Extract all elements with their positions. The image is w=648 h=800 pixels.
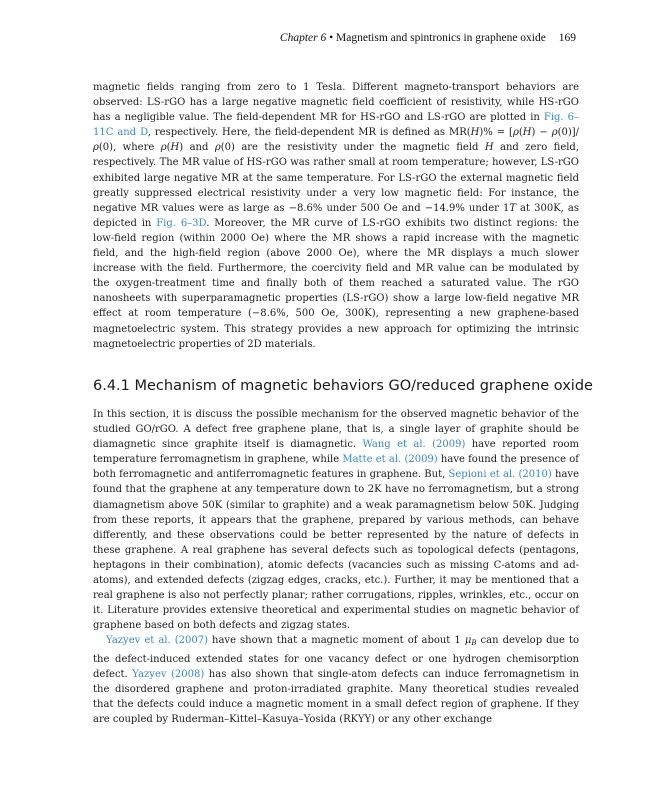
text-run: and zero field, respectively. The MR value of HS-rGO was rather small at room temperature; however, LS-rGO exhibited large negative MR at the same temperature. For LS-rGO the external magnetic field greatly suppressed electrical resistivity under a very low magnetic field: For instance, the negative MR values were as large as −8.6% under 500 Oe and −14.9% under 1 — [93, 142, 580, 214]
citation-wang-2009[interactable]: Wang et al. (2009) — [362, 439, 466, 451]
section-heading: 6.4.1 Mechanism of magnetic behaviors GO/reduced graphene oxide — [93, 378, 593, 394]
section-body — [93, 407, 579, 727]
page-number: 169 — [558, 32, 576, 44]
citation-yazyev-2007[interactable]: Yazyev et al. (2007) — [106, 635, 208, 647]
paragraph-defects — [93, 633, 579, 727]
citation-matte-2009[interactable]: Matte et al. (2009) — [342, 454, 438, 466]
text-run: have found the presence of both ferromagnetic and antiferromagnetic features in graphene. But, — [93, 454, 579, 481]
text-run: ) and — [179, 142, 215, 154]
paragraph-mr-results — [93, 80, 579, 352]
text-run: have shown that a magnetic moment of about 1 — [207, 635, 465, 647]
citation-yazyev-2008[interactable]: Yazyev (2008) — [132, 668, 205, 680]
text-run: (0), where — [98, 142, 161, 154]
text-run: ( — [166, 142, 171, 154]
math-var: H — [522, 127, 532, 139]
running-head — [280, 32, 576, 44]
math-var: H — [470, 127, 480, 139]
math-var: ρ — [214, 142, 221, 154]
math-var: T — [509, 202, 516, 214]
math-subscript: B — [471, 639, 477, 648]
citation-sepioni-2010[interactable]: Sepioni et al. (2010) — [448, 469, 552, 481]
text-run: In this section, it is discuss the possible mechanism for the observed magnetic behavior of the studied GO/rGO. A defect free graphene plane, that is, a single layer of graphite should be diamagnetic since graphite itself is diamagnetic. — [93, 409, 579, 451]
math-var: ρ — [512, 127, 519, 139]
text-run: . Moreover, the MR curve of LS-rGO exhibits two distinct regions: the low-field region (within 2000 Oe) where the MR shows a rapid increase with the magnetic field, and the high-field region (above 2000 Oe), where the MR displays a much slower increase with the field. Furthermore, the coercivity field and MR value can be modulated by the oxygen-treatment time and finally both of them reached a saturated value. The rGO nanosheets with superparamagnetic properties (LS-rGO) show a large low-field negative MR effect at room temperature (−8.6%, 500 Oe, 300K), representing a new graphene-based magnetoelectric system. This strategy provides a new approach for optimizing the intrinsic magnetoelectric properties of 2D materials. — [93, 217, 580, 350]
text-run: (0) are the resistivity under the magnetic field — [220, 142, 485, 154]
text-run: (0)]/ — [557, 127, 580, 139]
text-run: have reported room temperature ferromagnetism in graphene, while — [93, 439, 579, 466]
math-var: H — [170, 142, 180, 154]
text-run: )% = [ — [479, 127, 513, 139]
text-run: , respectively. Here, the field-dependent MR is defined as MR( — [147, 127, 471, 139]
chapter-title: Magnetism and spintronics in graphene oxide — [336, 32, 546, 44]
paragraph-mechanism — [93, 407, 579, 633]
math-mu: μ — [464, 635, 472, 647]
math-var: H — [484, 142, 494, 154]
text-run: magnetic fields ranging from zero to 1 Tesla. Different magneto-transport behaviors are observed: LS-rGO has a large negative magnetic field coefficient of resistivity, while HS-rGO has a negligible value. The field-dependent MR for HS-rGO and LS-rGO are plotted in — [93, 82, 579, 124]
text-run: have found that the graphene at any temperature down to 2K have no ferromagnetism, but a strong diamagnetism above 50K (similar to graphite) and a weak paramagnetism below 50K. Judging from these reports, it appears that the graphene, prepared by various methods, can behave differently, and these observations could be better represented by the nature of defects in these graphene. A real graphene has several defects such as topological defects (pentagons, heptagons in their combination), atomic defects (vacancies such as missing C-atoms and ad-atoms), and extended defects (zigzag edges, cracks, etc.). Further, it may be mentioned that a real graphene is also not perfectly planar; rather corrugations, ripples, wrinkles, etc., occur on it. Literature provides extensive theoretical and experimental studies on magnetic behavior of graphene based on both defects and zigzag states. — [93, 469, 579, 632]
figure-link-6-11[interactable]: Fig. 6–11C and D — [93, 112, 580, 139]
math-var: ρ — [93, 142, 99, 154]
header-bullet: • — [329, 32, 334, 44]
text-run: has also shown that single-atom defects can induce ferromagnetism in the disordered graphene and proton-irradiated graphite. Many theoretical studies revealed that the defects could induce a magnetic moment in a small defect region of graphene. If they are coupled by Ruderman–Kittel–Kasuya–Yosida (RKYY) or any other exchange — [93, 668, 579, 725]
math-var: ρ — [551, 127, 558, 139]
text-run: can develop due to the defect-induced extended states for one vacancy defect or one hydrogen chemisorption defect. — [93, 635, 579, 680]
text-run: ( — [518, 127, 523, 139]
chapter-label: Chapter 6 — [279, 32, 327, 44]
text-run: ) − — [531, 127, 552, 139]
text-run: at 300K, as depicted in — [93, 202, 579, 229]
math-var: ρ — [160, 142, 167, 154]
figure-link-6-3d[interactable]: Fig. 6–3D — [156, 217, 207, 229]
